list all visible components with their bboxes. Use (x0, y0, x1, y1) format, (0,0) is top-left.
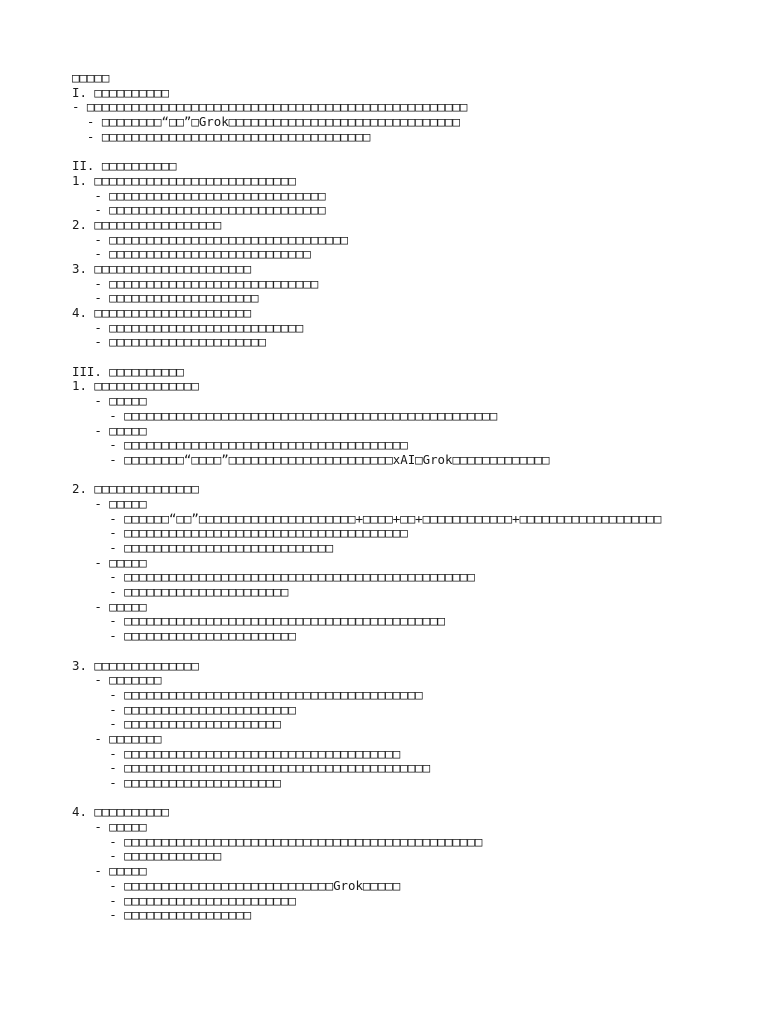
numbered-item: 2. □□□□□□□□□□□□□□□□□ (72, 216, 222, 232)
bullet-item: - □□□□□□□□□□□□□□□□□□□□□ (72, 716, 281, 732)
bullet-item: - □□□□□□□□□□□□□□□□□□□□□□□□□□□□□□□□□□□□□□□□□□□ (72, 613, 445, 629)
blank-line (72, 350, 752, 365)
bullet-item: - □□□□□ (72, 819, 147, 835)
blank-line (72, 144, 752, 159)
numbered-item: 3. □□□□□□□□□□□□□□ (72, 657, 199, 673)
numbered-item: 1. □□□□□□□□□□□□□□□□□□□□□□□□□□□ (72, 172, 296, 188)
bullet-item: - □□□□□□□□□□□□□□□□□□□□□□□□□□□□□□□□□□□□□□□□□ (72, 760, 431, 776)
bullet-item: - □□□□□□□□□□□□□□□□□□□□□□□□□□□□□□□□□□□□□□□□□□□□□□□□□□□ (72, 99, 468, 115)
bullet-item: - □□□□□□□□□□□□□□□□□□□□□□□□□□□□□□□□□□□□□□ (72, 525, 408, 541)
bullet-item: - □□□□□□□ (72, 672, 162, 688)
bullet-item: - □□□□□□□□“□□”□Grok□□□□□□□□□□□□□□□□□□□□□□□□□□□□□□□ (72, 114, 460, 130)
bullet-item: - □□□□□ (72, 422, 147, 438)
bullet-item: - □□□□□□□□□□□□□□□□□□□□□□□□□□□□□ (72, 202, 326, 218)
bullet-item: - □□□□□ (72, 393, 147, 409)
bullet-item: - □□□□□ (72, 554, 147, 570)
bullet-item: - □□□□□□□□□□□□□□□□□□□□□□□□□□□□□□□□□□□□□ (72, 745, 401, 761)
section-heading: II. □□□□□□□□□□ (72, 158, 177, 174)
bullet-item: - □□□□□□□□□□□□□□□□□□□□□□□□□□□□ (72, 540, 334, 555)
numbered-item: 1. □□□□□□□□□□□□□□ (72, 378, 199, 394)
document-title: □□□□□ (72, 70, 110, 85)
numbered-item: 4. □□□□□□□□□□□□□□□□□□□□□ (72, 305, 252, 320)
bullet-item: - □□□□□□“□□”□□□□□□□□□□□□□□□□□□□□□+□□□□+□□+□□□□□□□□□□□□+□□□□□□□□□□□□□□□□□□□ (72, 510, 662, 526)
bullet-item: - □□□□□□□□□□□□□□□□□□□□□ (72, 775, 281, 790)
bullet-item: - □□□□□□□□□□□□□□□□□□□□□□□□□□ (72, 319, 304, 335)
bullet-item: - □□□□□□□□□□□□□ (72, 848, 222, 864)
bullet-item: - □□□□□□□□□□□□□□□□□□□□□□□ (72, 628, 296, 644)
bullet-item: - □□□□□□□□□□□□□□□□□□□□□□□□□□□□Grok□□□□□ (72, 877, 401, 893)
bullet-item: - □□□□□□□□“□□□□”□□□□□□□□□□□□□□□□□□□□□□xAI□Grok□□□□□□□□□□□□□ (72, 451, 550, 467)
bullet-item: - □□□□□ (72, 863, 147, 879)
bullet-item: - □□□□□□□□□□□□□□□□□□□□□□ (72, 584, 289, 600)
section-heading: III. □□□□□□□□□□ (72, 363, 184, 379)
section-heading: I. □□□□□□□□□□ (72, 84, 169, 100)
bullet-item: - □□□□□□□□□□□□□□□□□□□□□ (72, 334, 266, 350)
bullet-item: - □□□□□□□□□□□□□□□□□□□□□□□□□□□□□□□□□□□□ (72, 128, 371, 144)
document-body (72, 71, 752, 923)
blank-line (72, 644, 752, 659)
bullet-item: - □□□□□□□□□□□□□□□□□□□□□□□□□□□ (72, 246, 311, 262)
bullet-item: - □□□□□□□ (72, 730, 162, 746)
bullet-item: - □□□□□ (72, 598, 147, 614)
blank-line (72, 791, 752, 806)
bullet-item: - □□□□□□□□□□□□□□□□□□□□ (72, 290, 259, 306)
bullet-item: - □□□□□□□□□□□□□□□□□□□□□□□□□□□□□□□□□□□□□□□□□□□□□□□□□□ (72, 407, 498, 423)
bullet-item: - □□□□□□□□□□□□□□□□□□□□□□□ (72, 892, 296, 908)
numbered-item: 3. □□□□□□□□□□□□□□□□□□□□□ (72, 260, 252, 276)
bullet-item: - □□□□□□□□□□□□□□□□□ (72, 907, 252, 923)
numbered-item: 2. □□□□□□□□□□□□□□ (72, 481, 199, 497)
bullet-item: - □□□□□□□□□□□□□□□□□□□□□□□□□□□□□□□□□□□□□□□□□□□□□□□ (72, 569, 475, 585)
bullet-item: - □□□□□□□□□□□□□□□□□□□□□□□□□□□□ (72, 275, 319, 291)
bullet-item: - □□□□□□□□□□□□□□□□□□□□□□□□□□□□□□□□□□□□□□□□□□□□□□□□ (72, 833, 483, 849)
bullet-item: - □□□□□□□□□□□□□□□□□□□□□□□□□□□□□□□□□□□□□□ (72, 437, 408, 453)
numbered-item: 4. □□□□□□□□□□ (72, 804, 169, 820)
bullet-item: - □□□□□□□□□□□□□□□□□□□□□□□ (72, 701, 296, 717)
bullet-item: - □□□□□□□□□□□□□□□□□□□□□□□□□□□□□□□□□□□□□□□□ (72, 686, 423, 702)
bullet-item: - □□□□□ (72, 495, 147, 511)
bullet-item: - □□□□□□□□□□□□□□□□□□□□□□□□□□□□□□□□ (72, 231, 349, 247)
blank-line (72, 468, 752, 483)
bullet-item: - □□□□□□□□□□□□□□□□□□□□□□□□□□□□□ (72, 187, 326, 203)
